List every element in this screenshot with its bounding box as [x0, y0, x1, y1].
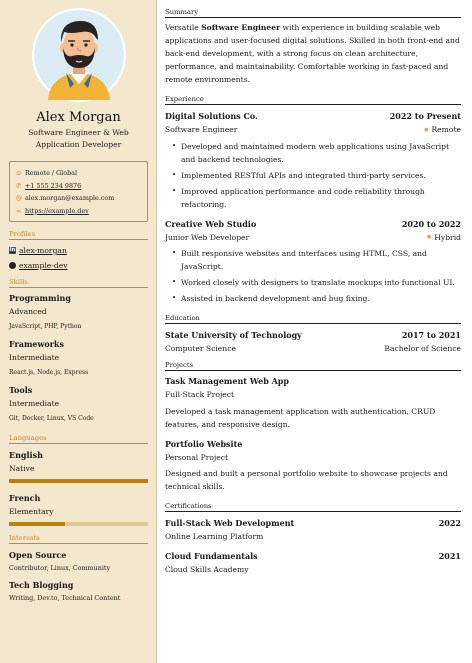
experience-location-text: Remote [431, 125, 461, 134]
profile-linkedin-label[interactable]: alex-morgan [19, 246, 67, 255]
experience-item [165, 217, 461, 306]
project-name: Task Management Web App [165, 376, 289, 386]
education-institution: State University of Technology [165, 330, 302, 340]
education-title: Education [165, 314, 461, 324]
projects-section [165, 361, 461, 493]
certifications-section [165, 502, 461, 576]
profiles-section-title: Profiles [9, 230, 148, 240]
list-item: • Developed and maintained modern web applications using JavaScript and backend technologies. [172, 140, 461, 166]
certification-item [165, 549, 461, 576]
interests-section-title: Interests [9, 534, 148, 544]
language-level: Native [9, 464, 35, 473]
main-content [165, 0, 461, 576]
list-item: • Improved application performance and code reliability through refactoring. [172, 185, 461, 211]
language-level: Elementary [9, 507, 54, 516]
experience-location [427, 231, 461, 245]
summary-section [165, 0, 461, 86]
location-pin-icon: ⊙ [16, 169, 22, 177]
profile-github-label[interactable]: example-dev [19, 261, 68, 270]
summary-lead: Versatile [165, 23, 202, 32]
skills-section-title: Skills [9, 278, 148, 288]
education-area: Computer Science [165, 344, 236, 353]
sidebar [0, 0, 157, 663]
location-dot-icon: ● [424, 126, 429, 133]
location-dot-icon: ● [426, 234, 432, 240]
email-icon: @ [16, 194, 23, 202]
interest-item [9, 578, 148, 604]
language-level-bar-fill [9, 522, 65, 526]
experience-company: Digital Solutions Co. [165, 111, 258, 121]
language-name: French [9, 493, 41, 503]
project-item [165, 437, 461, 493]
profile-linkedin[interactable] [9, 246, 148, 255]
experience-item [165, 109, 461, 211]
education-item [165, 328, 461, 355]
skill-level: Advanced [9, 307, 47, 316]
project-item [165, 374, 461, 431]
skill-keywords: JavaScript, PHP, Python [9, 323, 82, 330]
contact-box [9, 161, 148, 222]
language-level-bar-fill [9, 479, 148, 483]
certification-year: 2021 [438, 551, 461, 561]
summary-text [165, 21, 461, 86]
github-icon [9, 262, 16, 269]
phone-icon: ✆ [16, 181, 22, 190]
contact-website[interactable] [16, 205, 141, 218]
certification-name: Cloud Fundamentals [165, 551, 258, 561]
skill-level: Intermediate [9, 353, 60, 362]
languages-section-title: Languages [9, 434, 148, 444]
skill-item [9, 292, 148, 334]
list-item: • Worked closely with designers to translate mockups into functional UI. [172, 276, 461, 289]
contact-website-link[interactable]: https://example.dev [25, 206, 89, 215]
experience-section [165, 95, 461, 305]
summary-title: Summary [165, 8, 461, 18]
project-description: Designed and built a personal portfolio website to showcase projects and technical skills. [165, 469, 448, 491]
skill-name: Tools [9, 385, 33, 395]
skill-item [9, 384, 148, 426]
certifications-title: Certifications [165, 502, 461, 512]
projects-title: Projects [165, 361, 461, 371]
interest-name: Open Source [9, 550, 67, 560]
certification-issuer: Online Learning Platform [165, 532, 264, 541]
list-item: • Built responsive websites and interfaces using HTML, CSS, and JavaScript. [172, 247, 461, 273]
project-name: Portfolio Website [165, 439, 243, 449]
experience-bullets [172, 140, 461, 211]
avatar [32, 8, 126, 102]
experience-company: Creative Web Studio [165, 218, 257, 229]
contact-location [16, 167, 141, 180]
skill-level: Intermediate [9, 399, 60, 408]
skill-keywords: React.js, Node.js, Express [9, 369, 89, 376]
language-level-bar [9, 522, 148, 526]
summary-body: with experience in building scalable web applications and user-focused digital solutions. Skilled in both front-end and back-end development, with a strong focus on clean architecture, performance, and maintainability. Comfortable working in fast-paced and remote environments. [165, 23, 460, 84]
certification-year: 2022 [438, 518, 461, 528]
experience-position: Software Engineer [165, 125, 238, 134]
link-icon: ∞ [16, 206, 22, 215]
linkedin-icon: in [9, 247, 16, 253]
interest-item [9, 548, 148, 574]
language-item [9, 448, 148, 483]
skill-keywords: Git, Docker, Linux, VS Code [9, 415, 94, 422]
language-level-bar [9, 479, 148, 483]
summary-highlight: Software Engineer [201, 23, 281, 32]
project-type: Full-Stack Project [165, 390, 235, 399]
list-item: • Implemented RESTful APIs and integrated third-party services. [172, 169, 461, 182]
profile-github[interactable] [9, 261, 148, 270]
education-degree: Bachelor of Science [384, 344, 461, 353]
list-item: • Assisted in backend development and bug fixing. [172, 292, 461, 305]
candidate-role: Software Engineer & Web Application Developer [28, 128, 129, 149]
experience-bullets [172, 247, 461, 305]
interest-keywords: Writing, Dev.to, Technical Content [9, 594, 121, 602]
skill-name: Frameworks [9, 339, 64, 349]
skill-item [9, 338, 148, 380]
interest-keywords: Contributor, Linux, Community [9, 564, 111, 572]
contact-location-text: Remote / Global [25, 169, 78, 177]
avatar-illustration [34, 10, 124, 100]
candidate-name: Alex Morgan [36, 110, 121, 125]
experience-location-text: Hybrid [434, 232, 461, 242]
certification-name: Full-Stack Web Development [165, 518, 295, 528]
experience-dates: 2020 to 2022 [401, 218, 461, 229]
experience-dates: 2022 to Present [389, 111, 461, 121]
language-item [9, 491, 148, 526]
project-type: Personal Project [165, 453, 229, 462]
certification-issuer: Cloud Skills Academy [165, 565, 249, 574]
contact-phone-link[interactable]: +1 555 234 9876 [25, 181, 82, 190]
contact-email[interactable] [16, 192, 141, 205]
skill-name: Programming [9, 293, 71, 303]
certification-item [165, 516, 461, 543]
language-name: English [9, 450, 43, 460]
experience-position: Junior Web Developer [165, 232, 250, 242]
interest-name: Tech Blogging [9, 580, 74, 590]
contact-phone[interactable] [16, 180, 141, 193]
experience-title: Experience [165, 95, 461, 105]
project-description: Developed a task management application with authentication, CRUD features, and responsive design. [165, 407, 436, 429]
education-dates: 2017 to 2021 [401, 330, 461, 340]
education-section [165, 314, 461, 355]
experience-location [424, 123, 461, 137]
contact-email-link[interactable]: alex.morgan@example.com [25, 194, 115, 202]
